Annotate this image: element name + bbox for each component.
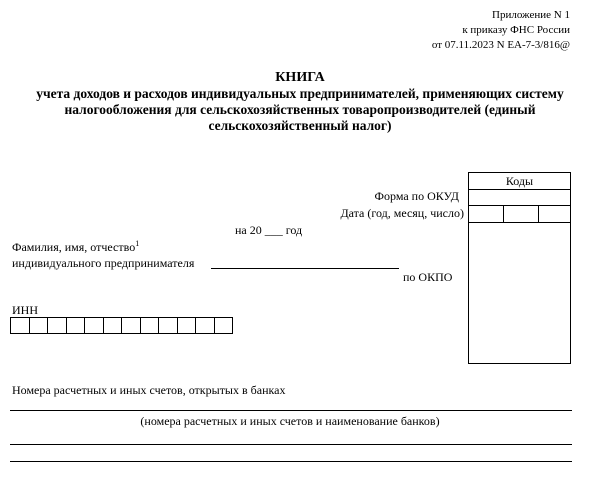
inn-cell[interactable] — [30, 317, 49, 334]
footnote-marker: 1 — [135, 239, 140, 248]
codes-header: Коды — [469, 173, 570, 190]
accounts-caption: (номера расчетных и иных счетов и наименование банков) — [140, 414, 440, 428]
accounts-line-3[interactable] — [10, 461, 572, 462]
period-prefix: на 20 — [235, 223, 262, 237]
okud-code-cell[interactable] — [469, 190, 570, 206]
title-line-4: сельскохозяйственный налог) — [208, 118, 392, 133]
inn-cell[interactable] — [141, 317, 160, 334]
inn-cell[interactable] — [159, 317, 178, 334]
period-line — [235, 223, 302, 237]
accounts-line-2[interactable] — [10, 444, 572, 445]
inn-cell[interactable] — [85, 317, 104, 334]
codes-table — [468, 172, 571, 364]
title-line-3: налогообложения для сельскохозяйственных товаропроизводителей (единый — [64, 102, 536, 117]
name-label-text: Фамилия, имя, отчество — [12, 240, 136, 254]
entrepreneur-name-field[interactable] — [211, 268, 399, 269]
inn-cell[interactable] — [11, 317, 30, 334]
date-month-cell[interactable] — [504, 206, 539, 222]
date-day-cell[interactable] — [539, 206, 570, 222]
appendix-line-1: Приложение N 1 — [492, 9, 570, 21]
accounts-line-1[interactable] — [10, 410, 572, 411]
appendix-line-3: от 07.11.2023 N ЕА-7-3/816@ — [431, 39, 570, 51]
inn-cell[interactable] — [215, 317, 234, 334]
date-code-cells[interactable] — [469, 206, 570, 223]
appendix-reference — [432, 8, 570, 53]
inn-cell[interactable] — [178, 317, 197, 334]
title-line-2: учета доходов и расходов индивидуальных предпринимателей, применяющих систему — [36, 86, 564, 101]
okud-label: Форма по ОКУД — [374, 189, 459, 203]
date-year-cell[interactable] — [469, 206, 504, 222]
inn-label: ИНН — [12, 303, 38, 317]
period-suffix: год — [285, 223, 303, 237]
inn-cell[interactable] — [104, 317, 123, 334]
appendix-line-2: к приказу ФНС России — [462, 24, 570, 36]
period-year-blank[interactable]: ___ — [264, 223, 283, 237]
inn-cell[interactable] — [67, 317, 86, 334]
entrepreneur-name-label — [12, 237, 139, 254]
date-label: Дата (год, месяц, число) — [340, 206, 464, 220]
okpo-label: по ОКПО — [403, 270, 453, 284]
inn-cell[interactable] — [196, 317, 215, 334]
accounts-label: Номера расчетных и иных счетов, открытых в банках — [12, 383, 286, 397]
inn-cell[interactable] — [122, 317, 141, 334]
document-title — [0, 70, 600, 134]
title-line-1: КНИГА — [275, 70, 325, 85]
entrepreneur-name-label-line2: индивидуального предпринимателя — [12, 256, 195, 270]
inn-cells[interactable] — [10, 317, 233, 334]
inn-cell[interactable] — [48, 317, 67, 334]
